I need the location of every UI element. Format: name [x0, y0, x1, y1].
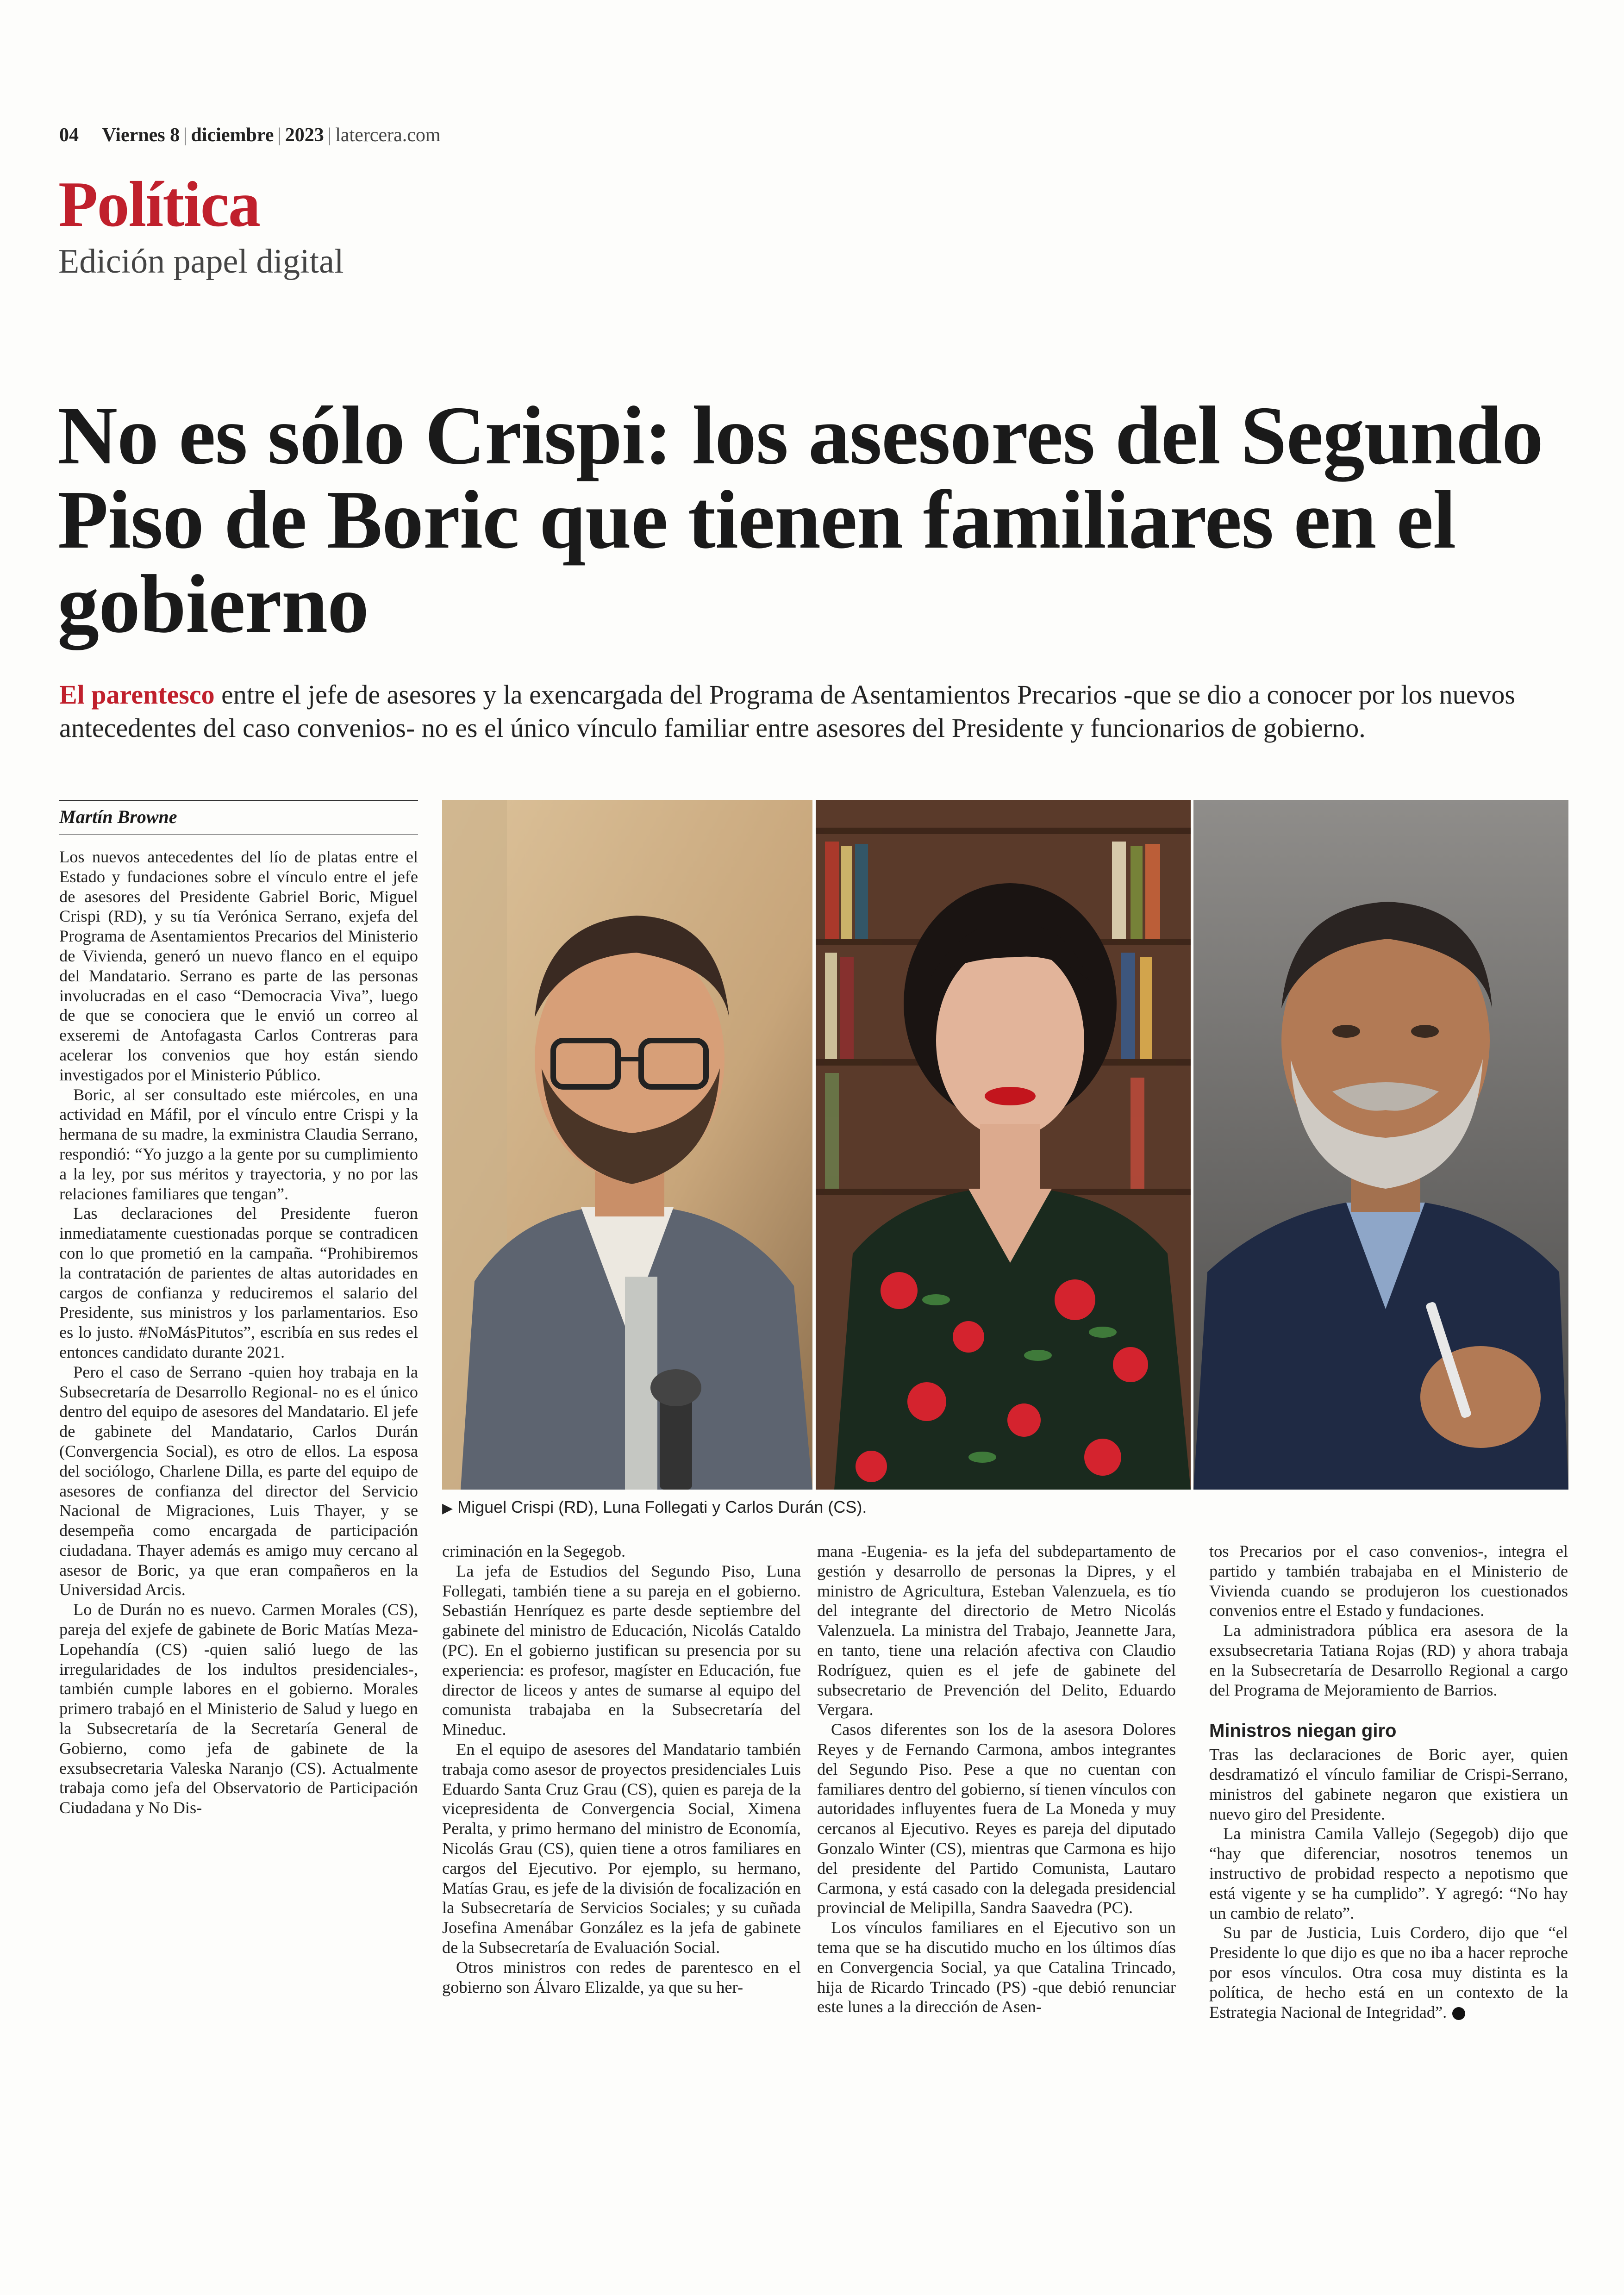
- end-mark-icon: [1452, 2007, 1465, 2020]
- section-title: Política: [58, 168, 260, 240]
- paragraph: En el equipo de asesores del Mandatario también trabaja como asesor de proyectos presidenciales Luis Eduardo Santa Cruz Grau (CS), quien es pareja de la vicepresidenta de Convergencia Social, Ximena Peralta, y primo hermano del ministro de Economía, Nicolás Grau (CS), quien tiene a otros familiares en cargos del Ejecutivo. Por ejemplo, su hermano, Matías Grau, es jefe de la división de focalización en la Subsecretaría de Servicios Sociales; y su cuñada Josefina Amenábar González es la jefa de gabinete de la Subsecretaría de Evaluación Social.: [442, 1740, 801, 1957]
- paragraph: Pero el caso de Serrano -quien hoy trabaja en la Subsecretaría de Desarrollo Regional- no es el único dentro del equipo de asesores del Mandatario. El jefe de gabinete del Mandatario, Carlos Durán (Convergencia Social), es otro de ellos. La esposa del sociólogo, Charlene Dilla, es parte del equipo de asesores de confianza del director del Servicio Nacional de Migraciones, Luis Thayer, y se desempeña como encargada de participación ciudadana. Thayer además es amigo muy cercano al asesor de Boric, ya que eran compañeros en la Universidad Arcis.: [59, 1362, 418, 1599]
- deck-text: entre el jefe de asesores y la exencargada del Programa de Asentamientos Precarios -que se dio a conocer por los nuevos antecedentes del caso convenios- no es el único vínculo familiar entre asesores del Presidente y funcionarios de gobierno.: [59, 680, 1515, 743]
- site-link[interactable]: latercera.com: [335, 125, 441, 146]
- paragraph: La administradora pública era asesora de la exsubsecretaria Tatiana Rojas (RD) y ahora trabaja en la Subsecretaría de Desarrollo Regional a cargo del Programa de Mejoramiento de Barrios.: [1209, 1621, 1568, 1699]
- paragraph: Lo de Durán no es nuevo. Carmen Morales (CS), pareja del exjefe de gabinete de Boric Matías Meza-Lopehandía (CS) -quien salió luego de las irregularidades de los indultos presidenciales-, también cumple labores en el gobierno. Morales primero trabajó en el Ministerio de Salud y luego en la Subsecretaría de la Secretaría General de Gobierno, como jefa de gabinete de la exsubsecretaria Valeska Naranjo (CS). Actualmente trabaja como jefa del Observatorio de Participación Ciudadana y No Dis-: [59, 1600, 418, 1817]
- photo-follegati-illustration: [816, 800, 1191, 1490]
- paragraph: Los nuevos antecedentes del lío de platas entre el Estado y fundaciones sobre el vínculo entre el jefe de asesores del Presidente Gabriel Boric, Miguel Crispi (RD), y su tía Verónica Serrano, exjefa del Programa de Asentamientos Precarios del Ministerio de Vivienda, generó un nuevo flanco en el equipo del Mandatario. Serrano es parte de las personas involucradas en el caso “Democracia Viva”, luego de que se conociera que le envió un correo al exseremi de Antofagasta Carlos Contreras para acelerar los convenios que hoy están siendo investigados por el Ministerio Público.: [59, 848, 418, 1084]
- caption-triangle-icon: ▶: [442, 1501, 453, 1516]
- deck-lead: El parentesco: [59, 680, 215, 710]
- paragraph-last: [1209, 1923, 1568, 2022]
- deck: [59, 678, 1568, 745]
- date-year: 2023: [285, 125, 324, 146]
- paragraph: Los vínculos familiares en el Ejecutivo son un tema que se ha discutido mucho en los últimos días en Convergencia Social, ya que Catalina Trincado, hija de Ricardo Trincado (PS) -que debió renunciar este lunes a la dirección de Asen-: [817, 1918, 1176, 2016]
- paragraph-last-text: Su par de Justicia, Luis Cordero, dijo que “el Presidente lo que dijo es que no iba a hacer reproche por esos vínculos. Otra cosa muy distinta es la política, de hecho está en un contexto de la Estrategia Nacional de Integridad”.: [1209, 1923, 1568, 2021]
- paragraph: Otros ministros con redes de parentesco en el gobierno son Álvaro Elizalde, ya que su her-: [442, 1958, 801, 1996]
- paragraph: Casos diferentes son los de la asesora Dolores Reyes y de Fernando Carmona, ambos integrantes del Segundo Piso. Pese a que no cuentan con familiares dentro del gobierno, sí tienen vínculos con autoridades influyentes fuera de La Moneda y muy cercanos al Ejecutivo. Reyes es pareja del diputado Gonzalo Winter (CS), mientras que Carmona es hijo del presidente del Partido Comunista, Lautaro Carmona, y está casado con la delegada presidencial provincial de Melipilla, Sandra Saavedra (PC).: [817, 1720, 1176, 1917]
- paragraph: criminación en la Segegob.: [442, 1542, 626, 1560]
- article-column-4: [1209, 1541, 1568, 2022]
- dateline: 04 Viernes 8 | diciembre | 2023 | latercera.com: [59, 125, 441, 146]
- date-month: diciembre: [191, 125, 274, 146]
- paragraph: Boric, al ser consultado este miércoles, en una actividad en Máfil, por el vínculo entre Crispi y la hermana de su madre, la exministra Claudia Serrano, respondió: “Yo juzgo a la gente por su cumplimiento a la ley, por sus méritos y trayectoria, y no por las relaciones familiares que tengan”.: [59, 1085, 418, 1203]
- page-number: 04: [59, 125, 79, 146]
- paragraph: mana -Eugenia- es la jefa del subdepartamento de gestión y desarrollo de personas la Dipres, y el ministro de Agricultura, Esteban Valenzuela, es tío del integrante del directorio de Metro Nicolás Valenzuela. La ministra del Trabajo, Jeannette Jara, en tanto, tiene una relación afectiva con Claudio Rodríguez, quien es el jefe de gabinete del subsecretario de Prevención del Delito, Eduardo Vergara.: [817, 1542, 1176, 1719]
- paragraph: La ministra Camila Vallejo (Segegob) dijo que “hay que diferenciar, nosotros tenemos un instructivo de probidad respecto a nepotismo que está vigente y se ha cumplido”. Y agregó: “No hay un cambio de relato”.: [1209, 1824, 1568, 1922]
- subheading: Ministros niegan giro: [1209, 1721, 1397, 1741]
- date-day: Viernes 8: [102, 125, 180, 146]
- headline: No es sólo Crispi: los asesores del Segundo Piso de Boric que tienen familiares en el gobierno: [57, 389, 1543, 650]
- article-column-1: [59, 847, 418, 1818]
- paragraph: tos Precarios por el caso convenios-, integra el partido y también trabajaba en el Ministerio de Vivienda cuando se produjeron los cuestionados convenios entre el Estado y fundaciones.: [1209, 1542, 1568, 1620]
- caption-text: Miguel Crispi (RD), Luna Follegati y Carlos Durán (CS).: [457, 1497, 867, 1516]
- edition-label: Edición papel digital: [58, 243, 344, 281]
- photo-duran-illustration: [1193, 800, 1568, 1490]
- photo-miguel-crispi: [442, 800, 812, 1490]
- article-column-2: [442, 1541, 801, 1997]
- paragraph: La jefa de Estudios del Segundo Piso, Luna Follegati, también tiene a su pareja en el gobierno. Sebastián Henríquez es parte desde septiembre del gabinete del ministro de Educación, Nicolás Cataldo (PC). En el gobierno justifican su presencia por su experiencia: es profesor, magíster en Educación, fue director de liceos y antes de sumarse al equipo del comunista trabajaba en la Subsecretaría del Mineduc.: [442, 1561, 801, 1739]
- byline: Martín Browne: [59, 800, 418, 835]
- photo-carlos-duran: [1193, 800, 1568, 1490]
- photo-crispi-illustration: [442, 800, 812, 1490]
- paragraph: Las declaraciones del Presidente fueron inmediatamente cuestionadas porque se contradicen con lo que prometió en la campaña. “Prohibiremos la contratación de parientes de altas autoridades en cargos de confianza y reduciremos el salario del Presidente, sus ministros y los parlamentarios. Eso es lo justo. #NoMásPitutos”, escribía en sus redes el entonces candidato durante 2021.: [59, 1204, 418, 1361]
- photo-luna-follegati: [816, 800, 1191, 1490]
- photo-caption: [442, 1497, 867, 1517]
- article-column-3: [817, 1541, 1176, 2017]
- paragraph: Tras las declaraciones de Boric ayer, quien desdramatizó el vínculo familiar de Crispi-Serrano, ministros del gabinete negaron que existiera un nuevo giro del Presidente.: [1209, 1745, 1568, 1823]
